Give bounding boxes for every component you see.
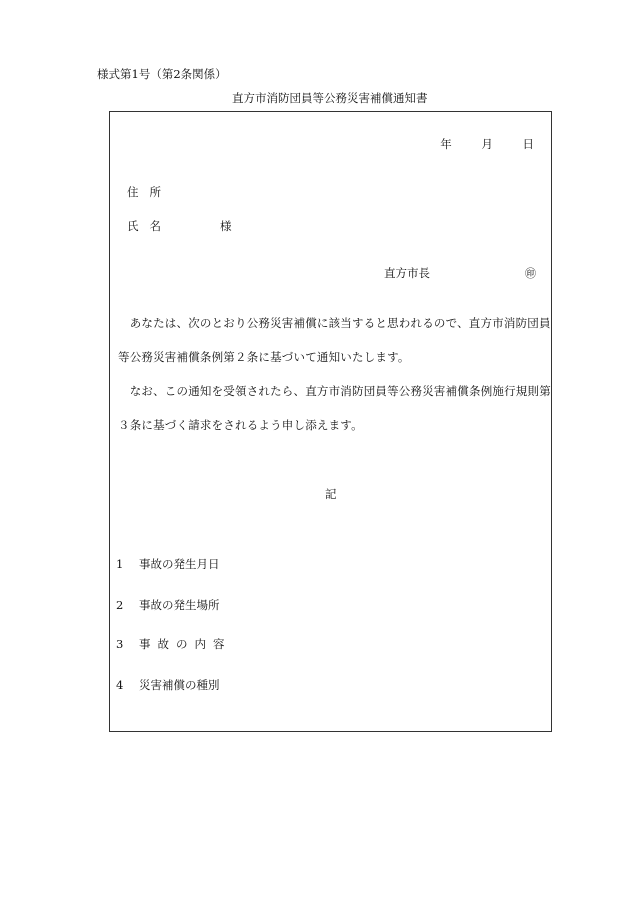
honorific: 様 xyxy=(220,219,232,233)
date-year: 年 xyxy=(440,137,452,151)
form-number: 様式第1号（第2条関係） xyxy=(97,67,227,81)
item-label: 事故の内容 xyxy=(139,637,232,651)
item-label: 事故の発生場所 xyxy=(139,598,220,612)
item-label: 災害補償の種別 xyxy=(139,678,220,692)
body-line-4: ３条に基づく請求をされるよう申し添えます。 xyxy=(118,418,363,432)
name-label: 氏名 xyxy=(127,219,172,233)
list-item xyxy=(116,597,220,613)
date-day: 日 xyxy=(522,137,534,151)
list-item xyxy=(116,556,220,572)
body-line-1: あなたは、次のとおり公務災害補償に該当すると思われるので、直方市消防団員 xyxy=(129,316,551,330)
list-item xyxy=(116,677,220,693)
body-line-3: なお、この通知を受領されたら、直方市消防団員等公務災害補償条例施行規則第 xyxy=(129,384,551,398)
item-number: 1 xyxy=(116,557,124,571)
issuer-title: 直方市長 xyxy=(384,266,430,280)
date-month: 月 xyxy=(481,137,493,151)
item-number: 3 xyxy=(116,637,124,651)
item-label: 事故の発生月日 xyxy=(139,557,220,571)
address-label: 住所 xyxy=(127,185,172,199)
document-title: 直方市消防団員等公務災害補償通知書 xyxy=(232,91,428,105)
seal-mark: ㊞ xyxy=(525,267,536,280)
record-heading: 記 xyxy=(325,487,337,501)
item-number: 4 xyxy=(116,678,124,692)
body-line-2: 等公務災害補償条例第２条に基づいて通知いたします。 xyxy=(118,350,410,364)
date-line xyxy=(422,136,534,152)
list-item xyxy=(116,636,232,652)
item-number: 2 xyxy=(116,598,124,612)
